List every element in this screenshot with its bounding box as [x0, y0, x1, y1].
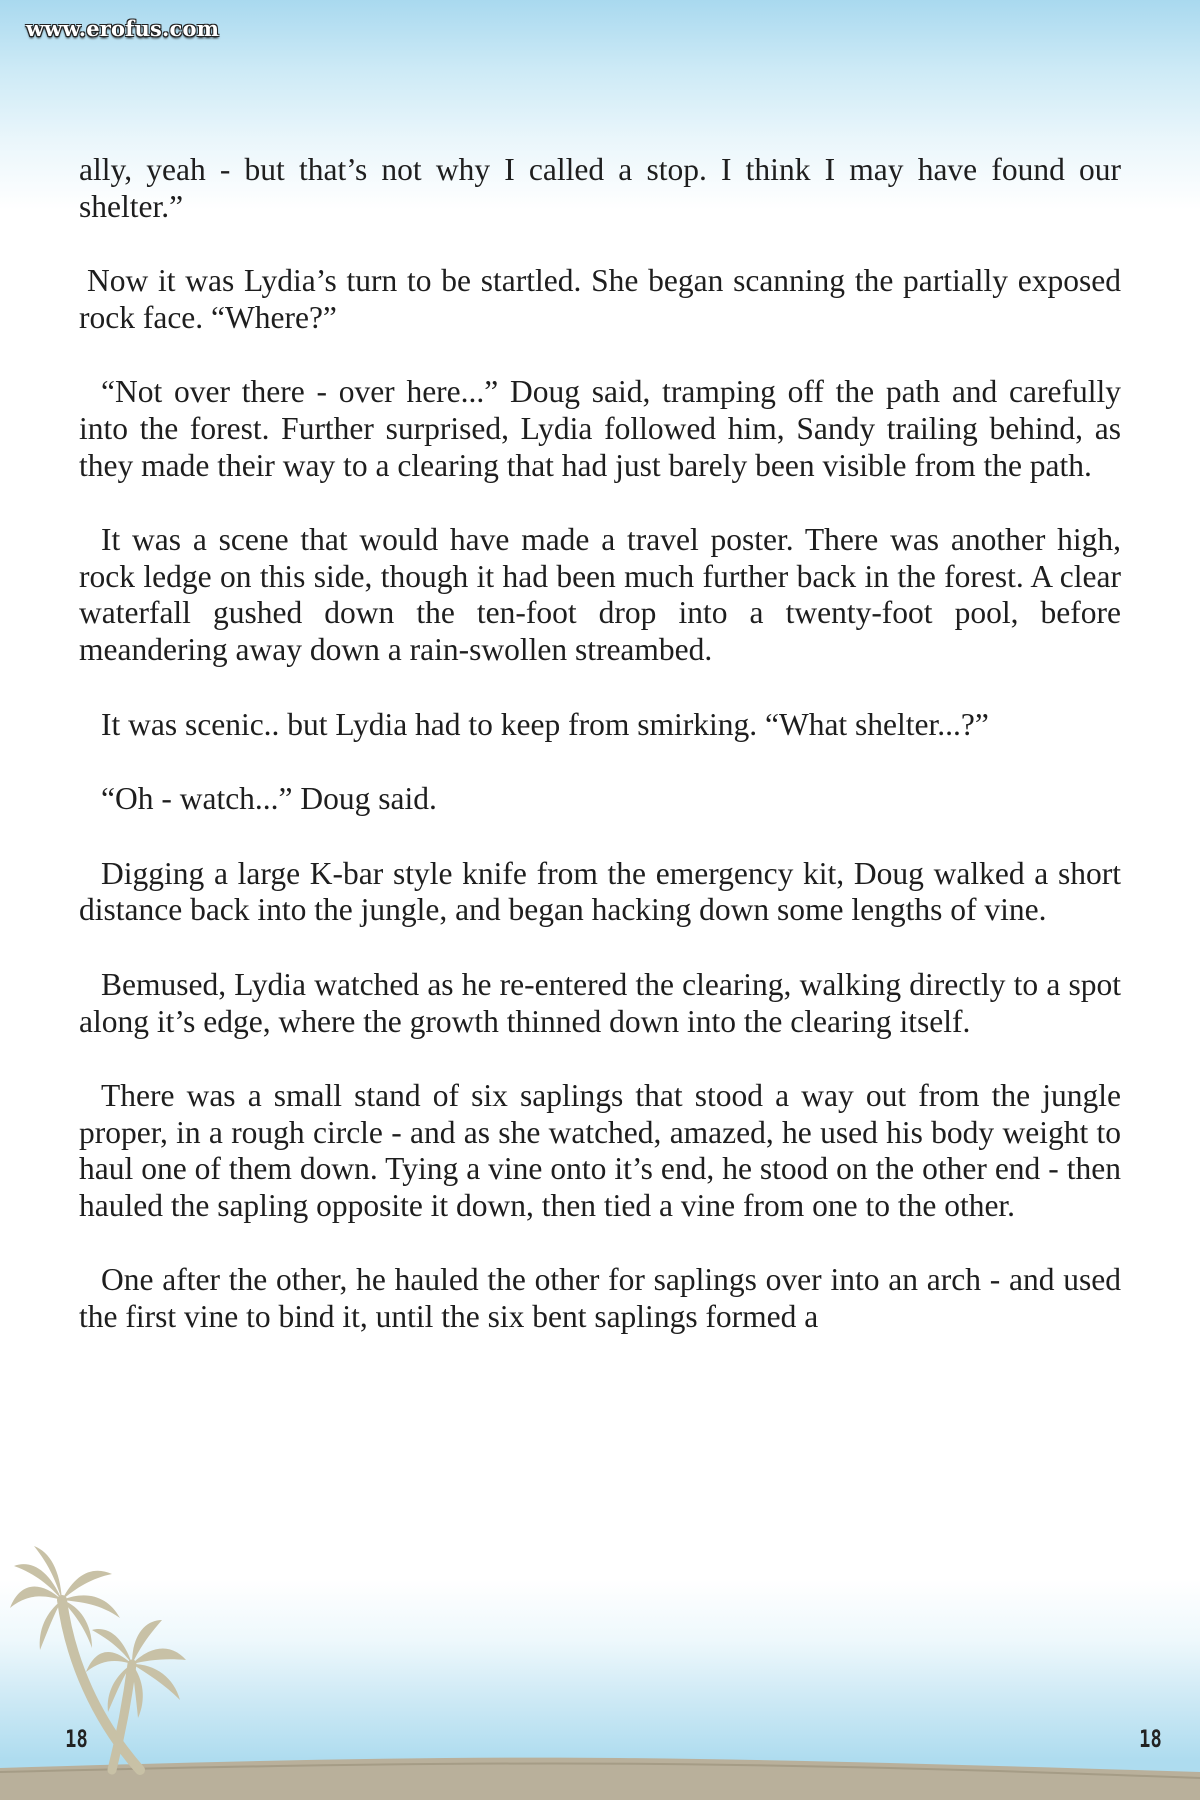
paragraph-3: “Not over there - over here...” Doug said, tramping off the path and carefully into the forest. Further surprised, Lydia followed him, Sandy trailing behind, as they made their way to a clearing that had just barely been visible from the path. — [79, 374, 1121, 483]
paragraph-7: Digging a large K-bar style knife from the emergency kit, Doug walked a short distance back into the jungle, and began hacking down some lengths of vine. — [79, 855, 1121, 928]
paragraph-9: There was a small stand of six saplings that stood a way out from the jungle proper, in a rough circle - and as she watched, amazed, he used his body weight to haul one of them down. Tying a vine onto it’s end, he stood on the other end - then hauled the sapling opposite it down, then tied a vine from one to the other. — [79, 1078, 1121, 1223]
sand-strip — [0, 1758, 1200, 1800]
story-text-column — [79, 152, 1121, 1374]
paragraph-2: Now it was Lydia’s turn to be startled. She began scanning the partially exposed rock face. “Where?” — [79, 263, 1121, 335]
paragraph-6: “Oh - watch...” Doug said. — [101, 781, 437, 817]
page-number-right: 18 — [1139, 1725, 1162, 1753]
paragraph-8: Bemused, Lydia watched as he re-entered the clearing, walking directly to a spot along it’s edge, where the growth thinned down into the clearing itself. — [79, 966, 1121, 1039]
paragraph-1: ally, yeah - but that’s not why I called a stop. I think I may have found our shelter.” — [79, 152, 1121, 224]
palm-fronds-right — [86, 1620, 186, 1718]
watermark-text: www.erofus.com — [26, 16, 220, 41]
palm-fronds-left — [10, 1546, 120, 1650]
sand-highlight — [0, 1763, 1200, 1778]
palm-trunk-right — [112, 1664, 132, 1770]
page-number-left: 18 — [65, 1725, 88, 1753]
paragraph-4: It was a scene that would have made a travel poster. There was another high, rock ledge on this side, though it had been much further back in the forest. A clear waterfall gushed down the ten-foot drop into a twenty-foot pool, before meandering away down a rain-swollen streambed. — [79, 522, 1121, 667]
paragraph-10: One after the other, he hauled the other for saplings over into an arch - and used the first vine to bind it, until the six bent saplings formed a — [79, 1262, 1121, 1335]
paragraph-5: It was scenic.. but Lydia had to keep from smirking. “What shelter...?” — [101, 706, 989, 742]
